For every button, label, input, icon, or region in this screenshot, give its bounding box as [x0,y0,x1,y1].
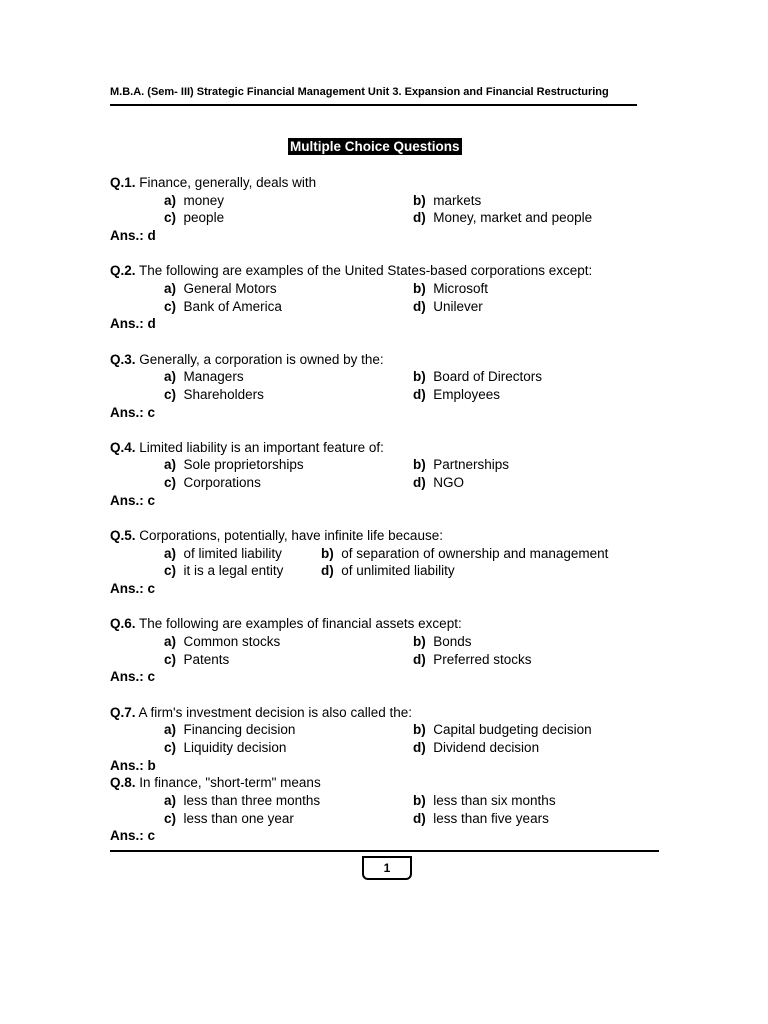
option-letter: c) [164,298,177,314]
option-row [110,192,670,210]
question-line [110,615,670,633]
question-number: Q.8. [110,775,136,791]
question-number: Q.6. [110,616,136,632]
option-letter: a) [164,457,177,473]
option-text: less than six months [433,792,556,808]
option-text: Microsoft [433,280,489,296]
option-text: Financing decision [183,722,296,738]
option-letter: b) [413,792,426,808]
option-text: Partnerships [433,457,510,473]
option-text: Money, market and people [433,210,593,226]
option [413,651,532,669]
option-text: Managers [183,369,244,385]
section-title: Multiple Choice Questions [290,139,460,154]
option [164,280,277,298]
option-letter: c) [164,651,177,667]
question-text: The following are examples of financial assets except: [139,616,462,632]
answer-line [110,757,670,775]
option [413,209,592,227]
spacer [110,333,670,351]
option-row [110,209,670,227]
option [413,368,542,386]
option-text: less than three months [183,792,321,808]
question-text: A firm's investment decision is also called the: [138,704,412,720]
option-letter: d) [413,739,426,755]
option [164,721,295,739]
answer-label: Ans.: [110,228,144,244]
question-number: Q.2. [110,263,136,279]
option-letter: c) [164,810,177,826]
option-letter: d) [413,298,426,314]
answer-value: c [147,828,156,844]
question-number: Q.1. [110,175,136,190]
option-text: of limited liability [183,545,282,561]
question-text: The following are examples of the United States-based corporations except: [139,263,593,279]
option-letter: b) [413,722,426,738]
option-letter: b) [413,280,426,296]
option-letter: c) [164,386,177,402]
spacer [110,421,670,439]
option [413,386,500,404]
answer-line [110,404,670,422]
option [164,368,244,386]
question-text: Corporations, potentially, have infinite life because: [139,528,443,543]
answer-value: c [147,669,156,685]
option-text: Board of Directors [433,369,543,385]
option [321,545,608,563]
option [413,721,592,739]
option-row [110,792,670,810]
question-block [110,704,670,775]
question-line [110,174,670,192]
option [164,651,229,669]
option [164,633,280,651]
option-text: Dividend decision [433,739,540,755]
option-letter: b) [413,369,426,385]
answer-value: c [147,404,156,420]
question-block [110,439,670,510]
option-row [110,810,670,828]
option [164,474,261,492]
answer-line [110,580,670,598]
question-block [110,615,670,686]
option-letter: a) [164,545,177,561]
option-letter: c) [164,739,177,755]
option-letter: b) [413,457,426,473]
option-letter: a) [164,633,177,649]
answer-label: Ans.: [110,316,144,332]
option [321,562,455,580]
option-row [110,651,670,669]
question-line [110,351,670,369]
option-letter: d) [413,810,426,826]
answer-label: Ans.: [110,492,144,508]
spacer [110,510,670,528]
answer-line [110,668,670,686]
option [413,456,509,474]
answer-value: c [147,492,156,508]
option [413,792,556,810]
question-number: Q.4. [110,439,136,455]
option-text: Sole proprietorships [183,457,304,473]
option [164,739,286,757]
question-block [110,527,670,598]
option-row [110,298,670,316]
option-row [110,562,670,580]
option-text: less than one year [183,810,294,826]
option [164,209,224,227]
option-row [110,474,670,492]
option-row [110,456,670,474]
question-block [110,174,670,245]
option [413,633,472,651]
question-text: In finance, "short-term" means [139,775,321,791]
question-block [110,262,670,333]
option [164,810,294,828]
option-text: Preferred stocks [433,651,532,667]
option-text: less than five years [433,810,549,826]
option-letter: c) [164,210,177,226]
option-letter: b) [413,633,426,649]
option [413,810,549,828]
question-text: Finance, generally, deals with [139,175,317,190]
option-letter: a) [164,280,177,296]
question-line [110,262,670,280]
option-row [110,386,670,404]
page-number: 1 [362,856,412,880]
footer-divider [110,850,659,852]
question-list [110,174,670,845]
option-letter: b) [321,545,334,561]
option-row [110,721,670,739]
spacer [110,598,670,616]
option [164,562,283,580]
option-text: Liquidity decision [183,739,287,755]
option-letter: d) [413,651,426,667]
option-letter: d) [413,386,426,402]
option [164,386,264,404]
option [413,298,483,316]
spacer [110,245,670,263]
option-text: of unlimited liability [341,563,455,579]
option-row [110,368,670,386]
option-text: Bank of America [183,298,282,314]
spacer [110,686,670,704]
option-row [110,280,670,298]
question-line [110,439,670,457]
option [413,280,488,298]
answer-label: Ans.: [110,404,144,420]
option-letter: d) [413,475,426,491]
question-number: Q.5. [110,528,136,543]
option-text: General Motors [183,280,277,296]
option-letter: a) [164,369,177,385]
answer-value: d [147,228,156,244]
option-text: money [183,192,225,208]
answer-value: b [147,757,156,773]
answer-label: Ans.: [110,581,144,597]
option [164,792,320,810]
option-letter: a) [164,192,177,208]
option [164,456,304,474]
option [164,298,282,316]
option [164,192,224,210]
question-text: Generally, a corporation is owned by the: [139,351,384,367]
option-text: it is a legal entity [183,563,284,579]
option-text: Bonds [433,633,472,649]
option-text: Capital budgeting decision [433,722,592,738]
page-header: M.B.A. (Sem- III) Strategic Financial Management Unit 3. Expansion and Financial Restructuring [110,86,609,98]
option-row [110,633,670,651]
option-letter: b) [413,192,426,208]
question-number: Q.7. [110,704,136,720]
option-letter: a) [164,792,177,808]
option-row [110,739,670,757]
option-letter: c) [164,563,177,579]
option [164,545,282,563]
option-letter: d) [413,210,426,226]
answer-line [110,827,670,845]
option-text: Shareholders [183,386,264,402]
option-text: Common stocks [183,633,281,649]
option [413,474,464,492]
option [413,192,481,210]
answer-line [110,492,670,510]
question-line [110,704,670,722]
question-line [110,774,670,792]
option-letter: d) [321,563,334,579]
option-text: Unilever [433,298,483,314]
option-text: NGO [433,475,465,491]
answer-label: Ans.: [110,669,144,685]
question-number: Q.3. [110,351,136,367]
option-text: Employees [433,386,501,402]
option [413,739,539,757]
answer-line [110,227,670,245]
answer-label: Ans.: [110,757,144,773]
option-text: people [183,210,225,226]
answer-value: d [147,316,156,332]
option-letter: c) [164,475,177,491]
option-text: Patents [183,651,230,667]
answer-value: c [147,581,156,597]
option-text: of separation of ownership and management [341,545,609,561]
option-letter: a) [164,722,177,738]
question-block [110,774,670,845]
header-divider [110,104,637,106]
question-line [110,527,670,545]
question-text: Limited liability is an important feature of: [139,439,384,455]
answer-line [110,315,670,333]
option-text: Corporations [183,475,261,491]
answer-label: Ans.: [110,828,144,844]
option-row [110,545,670,563]
question-block [110,351,670,422]
option-text: markets [433,192,482,208]
